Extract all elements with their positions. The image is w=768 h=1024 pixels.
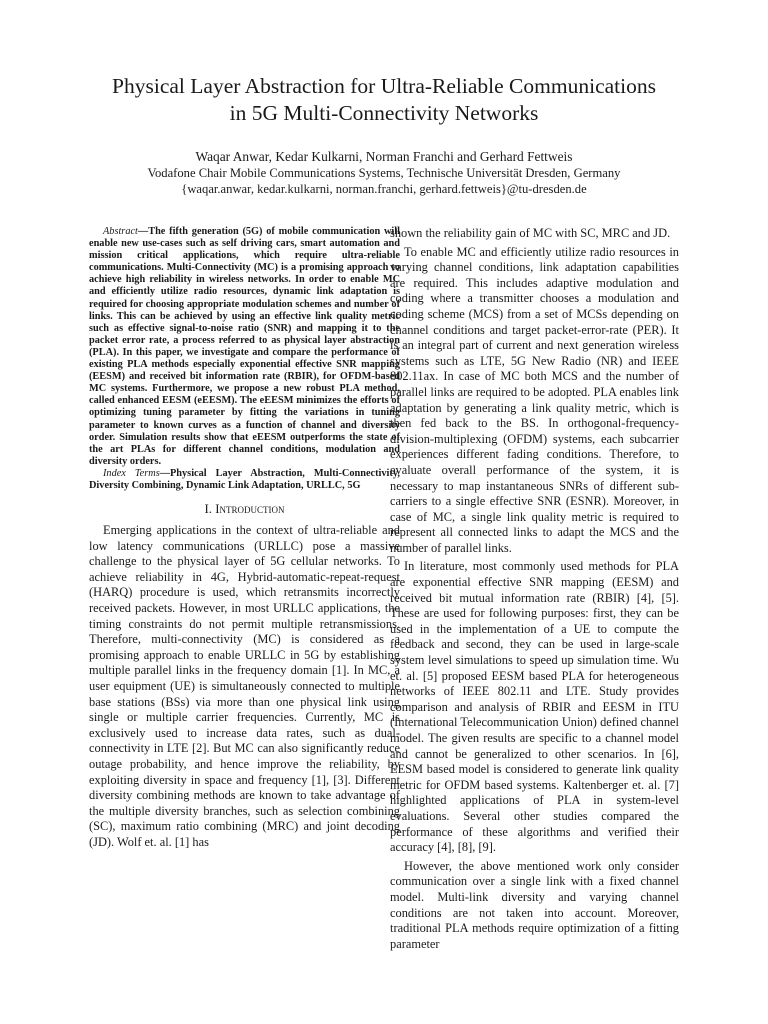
title-line-1: Physical Layer Abstraction for Ultra-Reliable Communications [112, 74, 656, 98]
author-list: Waqar Anwar, Kedar Kulkarni, Norman Franchi and Gerhard Fettweis [195, 149, 573, 164]
paper-title [60, 73, 708, 127]
author-emails: {waqar.anwar, kedar.kulkarni, norman.franchi, gerhard.fettweis}@tu-dresden.de [181, 182, 587, 196]
section-heading-introduction: I. Introduction [204, 502, 285, 517]
intro-paragraph-4: However, the above mentioned work only consider communication over a single link with a fixed channel model. Multi-link diversity and varying channel conditions are not taken into account. Moreover, traditional PLA methods require optimization of a fitting parameter [390, 858, 679, 951]
abstract-lead: Abstract [103, 226, 138, 237]
intro-paragraph-1-continued: shown the reliability gain of MC with SC, MRC and JD. [390, 226, 671, 240]
abstract-text: —The fifth generation (5G) of mobile communication will enable new use-cases such as self driving cars, smart automation and mission critical applications, which require ultra-reliable communications. Multi-Connectivity (MC) is a promising approach to achieve high reliability in wireless networks. In order to enable MC and efficiently utilize radio resources, dynamic link adaptation is required for choosing appropriate modulation schemes and number of links. This can be achieved by using an effective link quality metric such as effective signal-to-noise ratio (SNR) and mapping it to the packet error rate, a process referred to as physical layer abstraction (PLA). In this paper, we investigate and compare the performance of existing PLA methods especially exponential effective SNR mapping (EESM) and received bit information rate (RBIR), for OFDM-based MC systems. Furthermore, we propose a new robust PLA method, called enhanced EESM (eEESM). The eEESM minimizes the efforts of optimizing tuning parameter by fitting the variations in tuning parameter to known curves as a function of channel and diversity order. Simulation results show that eEESM outperforms the state of the art PLAs for different channel conditions, modulation and diversity orders. [89, 226, 400, 467]
index-terms-lead: Index Terms [103, 467, 160, 479]
intro-paragraph-2: To enable MC and efficiently utilize radio resources in varying channel conditions, link adaptation capabilities are required. This includes adaptive modulation and coding where a transmitter chooses a modulation and coding scheme (MCS) from a set of MCSs depending on channel conditions and target packet-error-rate (PER). It is an integral part of current and next generation wireless systems such as LTE, 5G New Radio (NR) and IEEE 802.11ax. In case of MC both MCS and the number of parallel links are required to be adopted. PLA enables link adaptation by generating a link quality metric, which is then fed back to the BS. In orthogonal-frequency-division-multiplexing (OFDM) systems, each subcarrier experiences different fading conditions. Therefore, to evaluate overall performance of the system, it is necessary to map instantaneous SNRs of different sub-carriers to a single effective SNR (ESNR). Moreover, in case of MC, a single link quality metric is required to represent all connected links to adapt the MCS and the number of parallel links. [390, 244, 679, 555]
abstract [89, 226, 400, 468]
right-column [390, 226, 679, 952]
intro-paragraph-3: In literature, most commonly used methods for PLA are exponential effective SNR mapping (EESM) and received bit mutual information rate (RBIR) [4], [5]. These are used for following purposes: first, they can be used in the implementation of a UE to compute the feedback and second, they can be used in large-scale system level simulations to speed up simulation time. Wu et. al. [5] proposed EESM based PLA for heterogeneous networks of IEEE 802.11 and LTE. Study provides comparison and analysis of RBIR and EESM in ITU (International Telecommunication Union) defined channel model. The given results are specific to a channel model and cannot be generalized to other scenarios. In [6], EESM based model is considered to generate link quality metric for OFDM based systems. Kaltenberger et. al. [7] highlighted applications of PLA in system-level evaluations. Several other studies compared the performance of these algorithms and verified their accuracy [4], [8], [9]. [390, 559, 679, 855]
affiliation: Vodafone Chair Mobile Communications Systems, Technische Universität Dresden, Germany [147, 166, 621, 180]
intro-paragraph-1: Emerging applications in the context of ultra-reliable and low latency communications (URLLC) pose a massive challenge to the physical layer of 5G cellular networks. To achieve reliability in 4G, Hybrid-automatic-repeat-request (HARQ) procedure is used, which retransmits incorrectly received packets. However, in most URLLC applications, the timing constraints do not permit multiple retransmissions. Therefore, multi-connectivity (MC) is considered as a promising approach to enable URLLC in 5G by establishing multiple parallel links in the frequency domain [1]. In MC, a user equipment (UE) is simultaneously connected to multiple base stations (BSs) via more than one physical link using single or multiple carrier frequencies. Currently, MC is exclusively used to increase data rates, such as dual-connectivity in LTE [2]. But MC can also significantly reduce outage probability, and hence improve the reliability, by exploiting diversity in space and frequency [1], [3]. Different diversity combining methods are known to take advantage of the multiple diversity branches, such as selection combining (SC), maximum ratio combining (MRC) and joint decoding (JD). Wolf et. al. [1] has [89, 523, 400, 849]
index-terms [89, 468, 400, 492]
left-column [89, 226, 400, 851]
title-line-2: in 5G Multi-Connectivity Networks [229, 101, 539, 125]
index-terms-text: —Physical Layer Abstraction, Multi-Connectivity, Diversity Combining, Dynamic Link Adaptation, URLLC, 5G [89, 467, 400, 491]
